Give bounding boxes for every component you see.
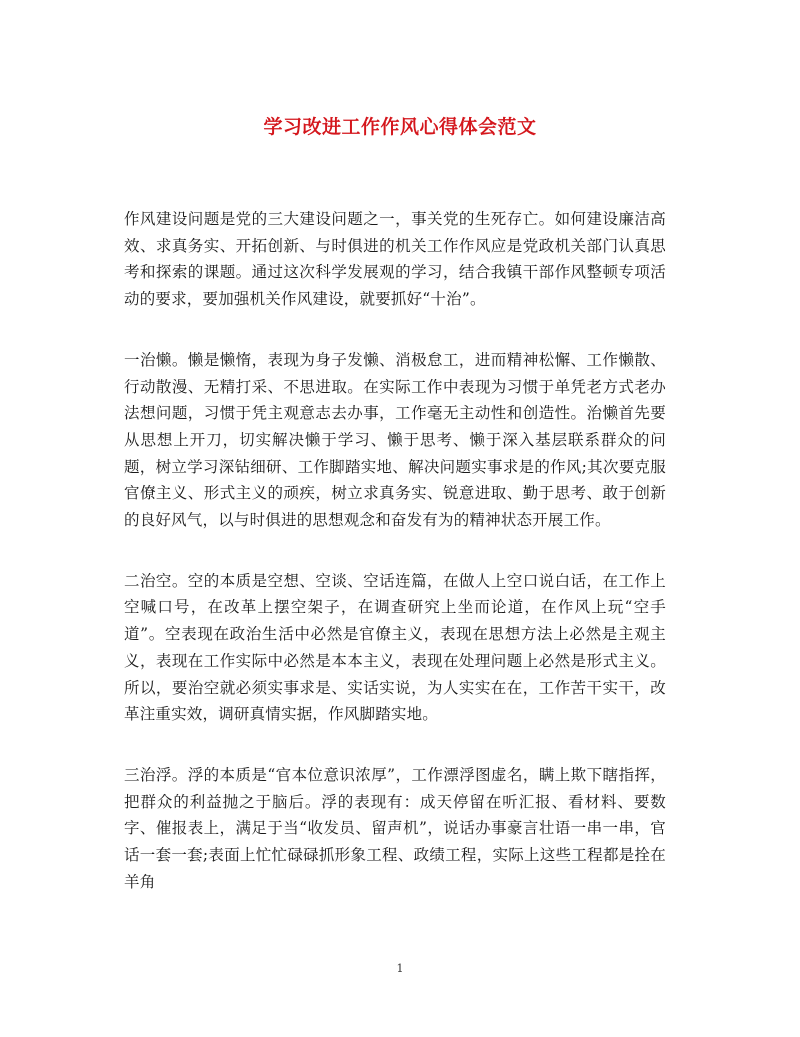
paragraph-lazy: 一治懒。懒是懒惰，表现为身子发懒、消极怠工，进而精神松懈、工作懒散、行动散漫、无精打采、不思进取。在实际工作中表现为习惯于单凭老方式老办法想问题，习惯于凭主观意志去办事，工作毫无主动性和创造性。治懒首先要从思想上开刀，切实解决懒于学习、懒于思考、懒于深入基层联系群众的问题，树立学习深钻细研、工作脚踏实地、解决问题实事求是的作风;其次要克服官僚主义、形式主义的顽疾，树立求真务实、锐意进取、勤于思考、敢于创新的良好风气，以与时俱进的思想观念和奋发有为的精神状态开展工作。 (124, 350, 666, 530)
paragraph-superficial: 三治浮。浮的本质是“官本位意识浓厚”，工作漂浮图虚名，瞒上欺下瞎指挥，把群众的利益抛之于脑后。浮的表现有：成天停留在听汇报、看材料、要数字、催报表上，满足于当“收发员、留声机”，说话办事豪言壮语一串一串，官话一套一套;表面上忙忙碌碌抓形象工程、政绩工程，实际上这些工程都是拴在羊角 (124, 765, 666, 891)
paragraph-intro: 作风建设问题是党的三大建设问题之一，事关党的生死存亡。如何建设廉洁高效、求真务实、开拓创新、与时俱进的机关工作作风应是党政机关部门认真思考和探索的课题。通过这次科学发展观的学习，结合我镇干部作风整顿专项活动的要求，要加强机关作风建设，就要抓好“十治”。 (124, 210, 666, 309)
page-number: 1 (396, 962, 404, 975)
document-body (124, 206, 666, 929)
paragraph-empty: 二治空。空的本质是空想、空谈、空话连篇，在做人上空口说白话，在工作上空喊口号，在改革上摆空架子，在调查研究上坐而论道，在作风上玩“空手道”。空表现在政治生活中必然是官僚主义，表现在思想方法上必然是主观主义，表现在工作实际中必然是本本主义，表现在处理问题上必然是形式主义。所以，要治空就必须实事求是、实话实说，为人实实在在，工作苦干实干，改革注重实效，调研真情实据，作风脚踏实地。 (124, 571, 666, 724)
document-title: 学习改进工作作风心得体会范文 (263, 116, 537, 138)
